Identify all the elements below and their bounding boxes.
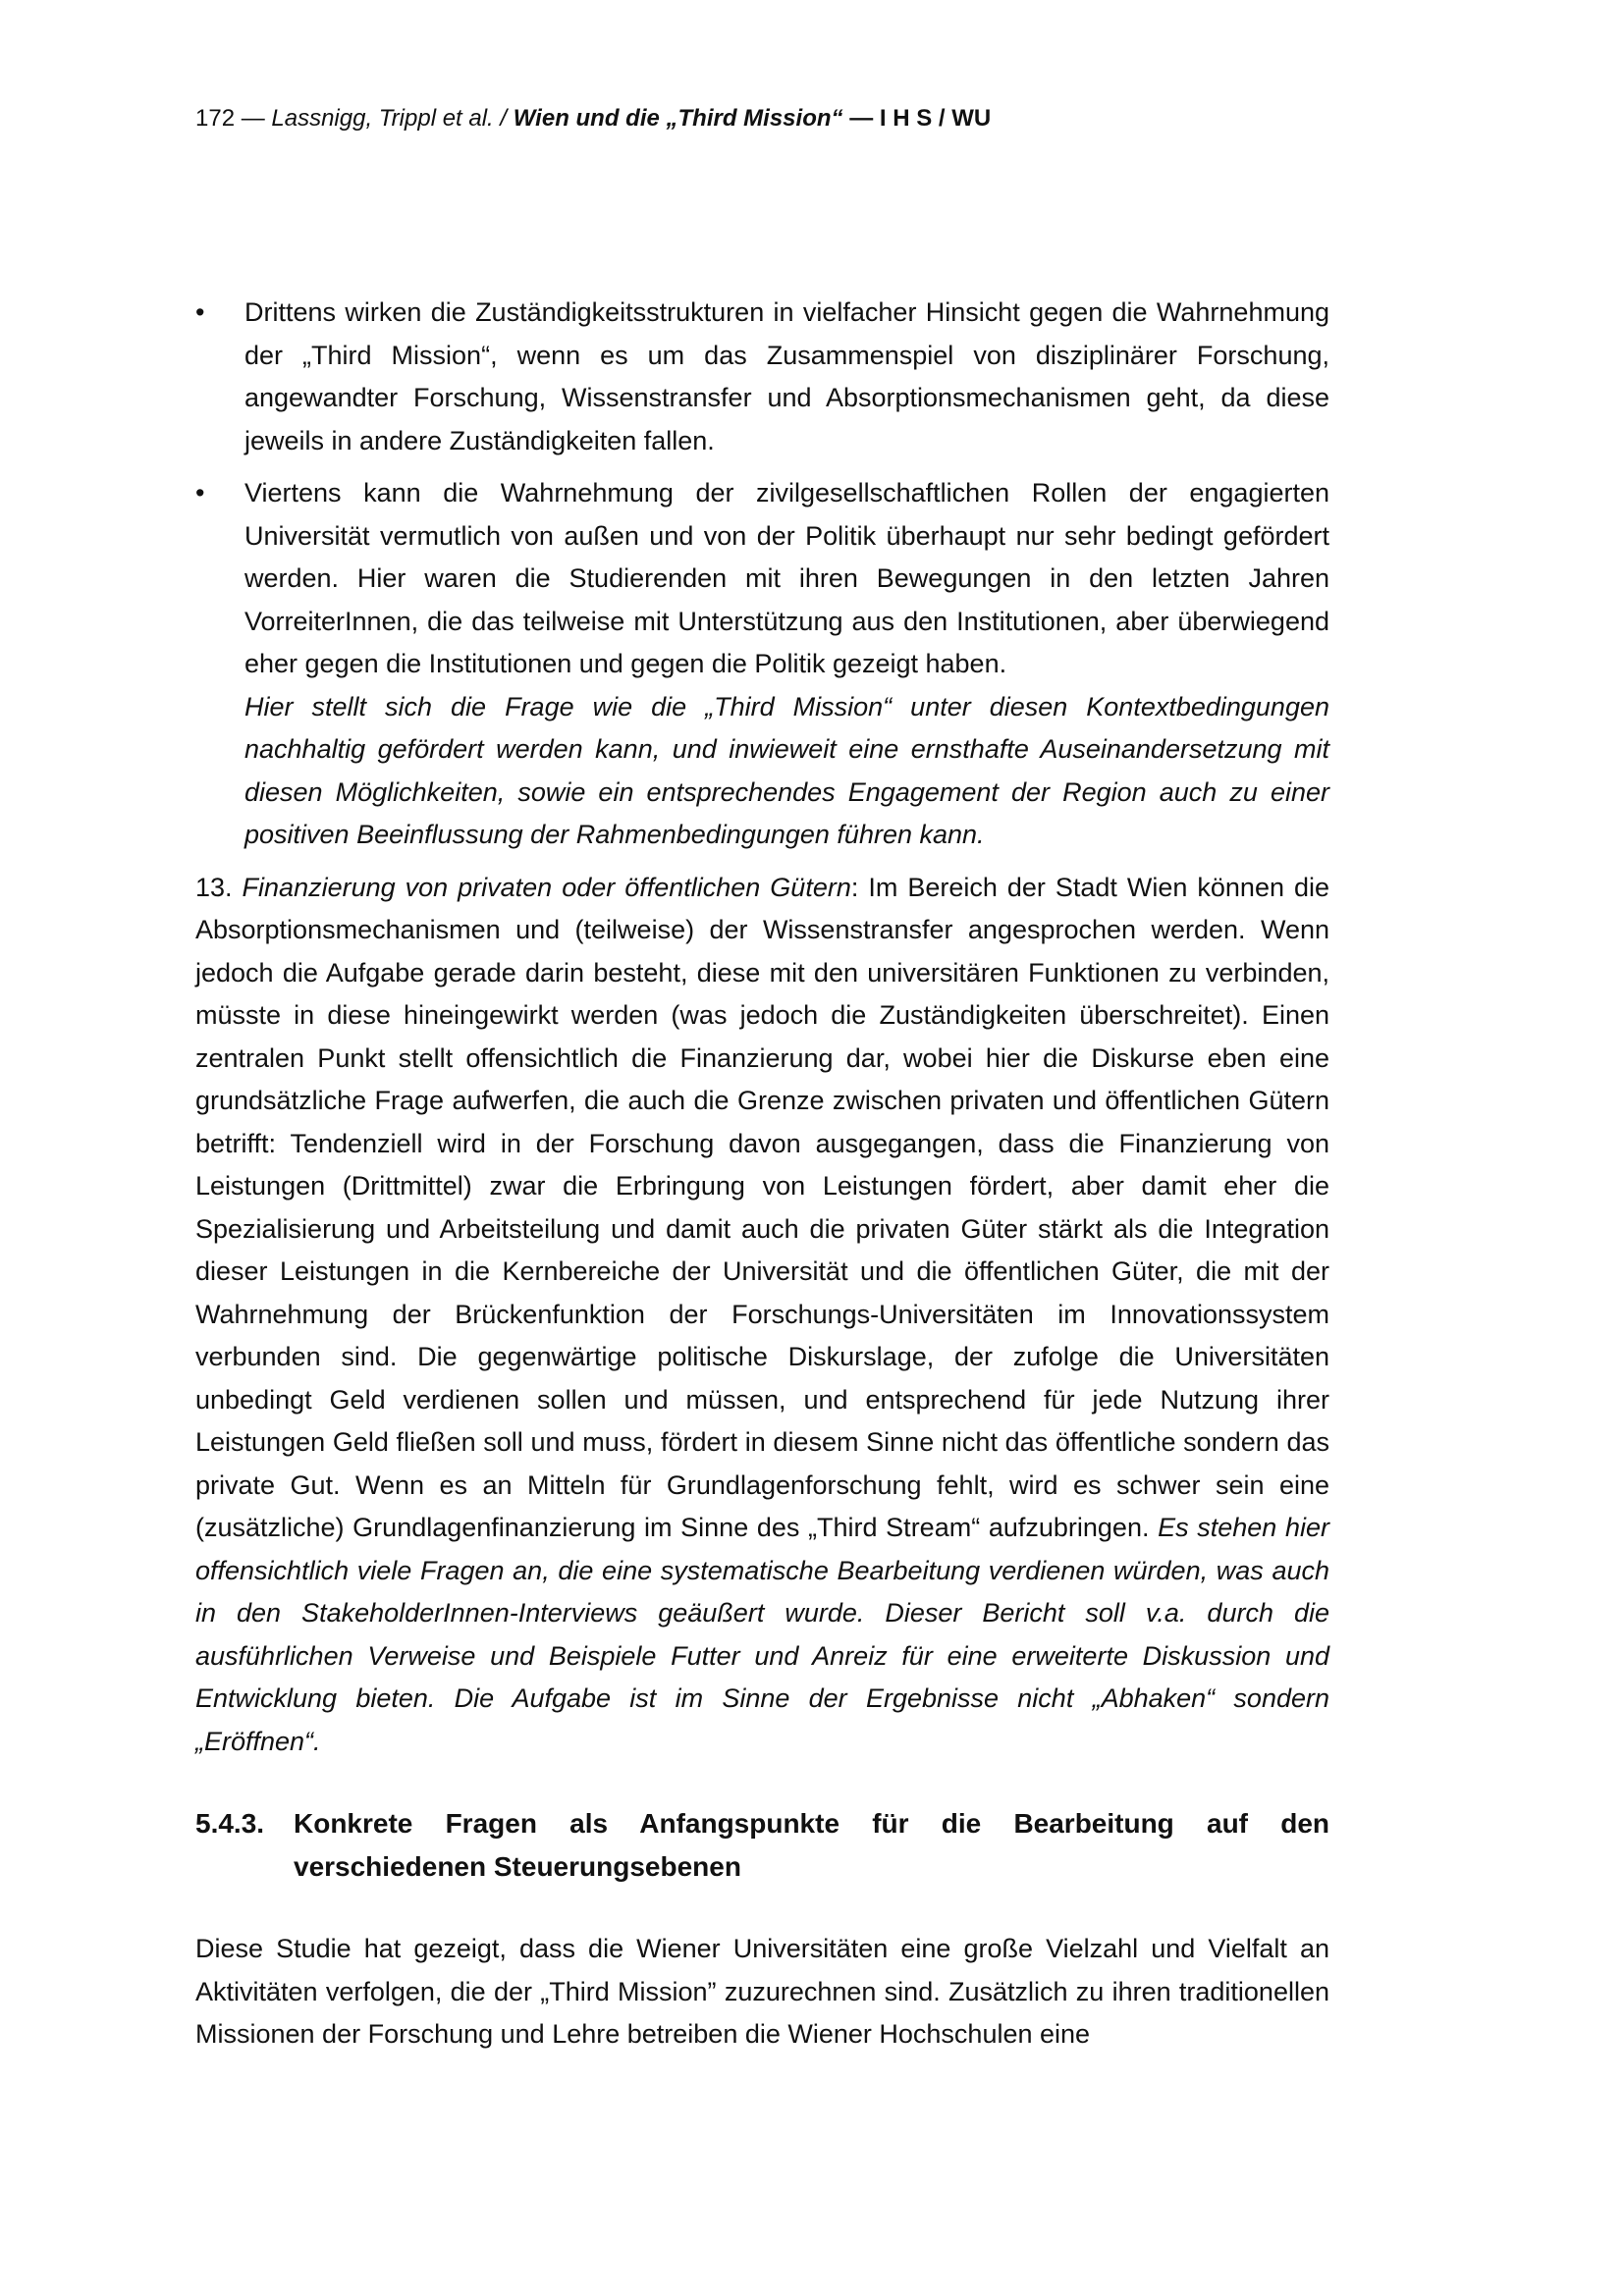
paragraph-text: : Im Bereich der Stadt Wien können die Absorptionsmechanismen und (teilweise) der Wissenstransfer angesprochen werden. Wenn jedoch die Aufgabe gerade darin besteht, diese mit den universitären Funktionen zu verbinden, müsste in diese hineingewirkt werden (was jedoch die Zuständigkeiten überschreitet). Einen zentralen Punkt stellt offensichtlich die Finanzierung dar, wobei hier die Diskurse eben eine grundsätzliche Frage aufwerfen, die auch die Grenze zwischen privaten und öffentlichen Gütern betrifft: Tendenziell wird in der Forschung davon ausgegangen, dass die Finanzierung von Leistungen (Drittmittel) zwar die Erbringung von Leistungen fördert, aber damit eher die Spezialisierung und Arbeitsteilung und damit auch die privaten Güter stärkt als die Integration dieser Leistungen in die Kernbereiche der Universität und die öffentlichen Güter, die mit der Wahrnehmung der Brückenfunktion der Forschungs-Universitäten im Innovationssystem verbunden sind. Die gegenwärtige politische Diskurslage, der zufolge die Universitäten unbedingt Geld verdienen sollen und müssen, und entsprechend für jede Nutzung ihrer Leistungen Geld fließen soll und muss, fördert in diesem Sinne nicht das öffentliche sondern das private Gut. Wenn es an Mitteln für Grundlagenforschung fehlt, wird es schwer sein eine (zusätzliche) Grundlagenfinanzierung im Sinne des „Third Stream“ aufzubringen. (195, 872, 1330, 1542)
bullet-dot-icon: • (195, 478, 205, 507)
paragraph-number: 13. (195, 872, 233, 902)
bullet-item (195, 472, 1329, 857)
bullet-dot-icon: • (195, 297, 205, 327)
section-heading (195, 1802, 1329, 1889)
paragraph-italic-lead: Finanzierung von privaten oder öffentlichen Gütern (242, 872, 851, 902)
final-paragraph: Diese Studie hat gezeigt, dass die Wiener Universitäten eine große Vielzahl und Vielfalt an Aktivitäten verfolgen, die der „Third Mission” zuzurechnen sind. Zusätzlich zu ihren traditionellen Missionen der Forschung und Lehre betreiben die Wiener Hochschulen eine (195, 1934, 1329, 2049)
section-number: 5.4.3. (195, 1808, 265, 1839)
header-title: Wien und die „Third Mission“ (513, 105, 843, 132)
body-text (195, 292, 1329, 2056)
section-title: Konkrete Fragen als Anfangspunkte für die Bearbeitung auf den verschiedenen Steuerungsebenen (294, 1808, 1329, 1882)
header-authors: Lassnigg, Trippl et al. / (271, 105, 508, 132)
bullet-text: Drittens wirken die Zuständigkeitsstrukturen in vielfacher Hinsicht gegen die Wahrnehmung der „Third Mission“, wenn es um das Zusammenspiel von disziplinärer Forschung, angewandter Forschung, Wissenstransfer und Absorptionsmechanismen geht, da diese jeweils in andere Zuständigkeiten fallen. (244, 297, 1329, 455)
running-header (195, 101, 991, 136)
bullet-item (195, 292, 1329, 462)
page-number: 172 — (195, 105, 265, 132)
numbered-paragraph-13 (195, 867, 1329, 1764)
header-institutions: — I H S / WU (849, 105, 992, 132)
bullet-italic-question: Hier stellt sich die Frage wie die „Third Mission“ unter diesen Kontextbedingungen nachhaltig gefördert werden kann, und inwieweit eine ernsthafte Auseinandersetzung mit diesen Möglichkeiten, sowie ein entsprechendes Engagement der Region auch zu einer positiven Beeinflussung der Rahmenbedingungen führen kann. (244, 691, 1329, 849)
paragraph-italic-tail: Es stehen hier offensichtlich viele Fragen an, die eine systematische Bearbeitung verdienen würden, was auch in den StakeholderInnen-Interviews geäußert wurde. Dieser Bericht soll v.a. durch die ausführlichen Verweise und Beispiele Futter und Anreiz für eine erweiterte Diskussion und Entwicklung bieten. Die Aufgabe ist im Sinne der Ergebnisse nicht „Abhaken“ sondern „Eröffnen“. (195, 1513, 1329, 1756)
bullet-text: Viertens kann die Wahrnehmung der zivilgesellschaftlichen Rollen der engagierten Universität vermutlich von außen und von der Politik überhaupt nur sehr bedingt gefördert werden. Hier waren die Studierenden mit ihren Bewegungen in den letzten Jahren VorreiterInnen, die das teilweise mit Unterstützung aus den Institutionen, aber überwiegend eher gegen die Institutionen und gegen die Politik gezeigt haben. (244, 478, 1329, 678)
